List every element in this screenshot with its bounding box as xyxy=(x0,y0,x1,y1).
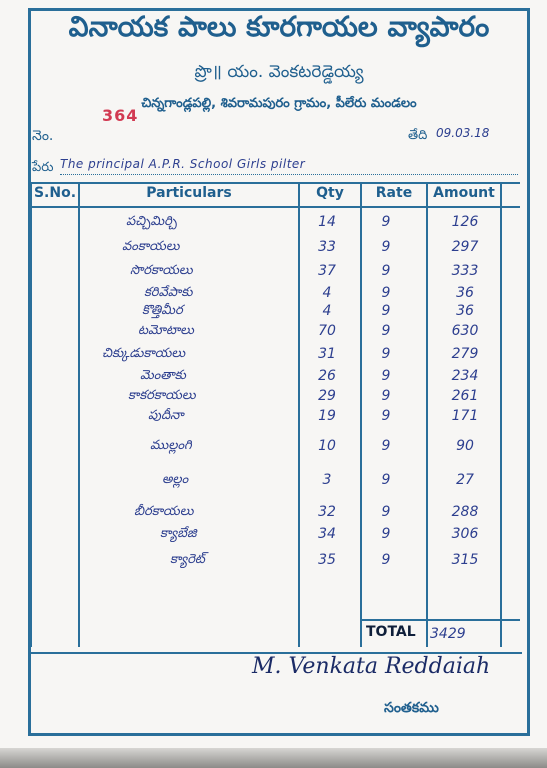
item-amount: 297 xyxy=(451,239,479,255)
item-particular: టమోటాలు xyxy=(138,323,194,338)
item-rate: 9 xyxy=(381,526,391,542)
item-rate: 9 xyxy=(381,285,391,301)
item-qty: 10 xyxy=(318,438,336,454)
item-particular: బీరకాయలు xyxy=(134,504,194,519)
col-divider xyxy=(30,182,32,647)
item-amount: 36 xyxy=(456,285,474,301)
item-particular: ముల్లంగి xyxy=(150,438,192,453)
date-label: తేది xyxy=(408,128,428,143)
item-qty: 35 xyxy=(318,552,336,568)
item-particular: పుదీనా xyxy=(148,408,184,423)
item-qty: 26 xyxy=(318,368,336,384)
item-rate: 9 xyxy=(381,214,391,230)
item-amount: 315 xyxy=(451,552,479,568)
col-divider xyxy=(298,182,300,647)
header-amount: Amount xyxy=(433,185,495,201)
item-particular: కరివేపాకు xyxy=(144,285,193,300)
name-dotted-line xyxy=(60,174,518,175)
item-amount: 279 xyxy=(451,346,479,362)
table-top-rule xyxy=(30,182,520,184)
customer-name-label: పేరు xyxy=(32,160,54,175)
table-header-rule xyxy=(30,206,520,208)
signature-label: సంతకము xyxy=(384,700,439,716)
item-qty: 34 xyxy=(318,526,336,542)
item-qty: 19 xyxy=(318,408,336,424)
item-particular: చిక్కుడుకాయలు xyxy=(102,346,186,361)
item-qty: 4 xyxy=(322,285,332,301)
header-sno: S.No. xyxy=(33,185,77,201)
total-label: TOTAL xyxy=(366,624,416,640)
shop-name: వినాయక పాలు కూరగాయల వ్యాపారం xyxy=(68,10,490,43)
item-rate: 9 xyxy=(381,346,391,362)
item-particular: పచ్చిమిర్చి xyxy=(126,214,177,229)
item-qty: 14 xyxy=(318,214,336,230)
item-rate: 9 xyxy=(381,438,391,454)
item-rate: 9 xyxy=(381,472,391,488)
total-value: 3429 xyxy=(430,626,466,642)
item-qty: 4 xyxy=(322,303,332,319)
item-particular: కాకరకాయలు xyxy=(128,388,196,403)
scan-shadow xyxy=(0,748,547,768)
item-particular: కొత్తిమీర xyxy=(142,303,183,318)
item-amount: 171 xyxy=(451,408,479,424)
item-particular: వంకాయలు xyxy=(122,239,180,254)
item-rate: 9 xyxy=(381,388,391,404)
item-qty: 70 xyxy=(318,323,336,339)
item-amount: 234 xyxy=(451,368,479,384)
item-particular: మెంతాకు xyxy=(140,368,186,383)
item-amount: 27 xyxy=(456,472,474,488)
item-rate: 9 xyxy=(381,239,391,255)
item-amount: 36 xyxy=(456,303,474,319)
total-rule xyxy=(360,619,520,621)
item-qty: 3 xyxy=(322,472,332,488)
col-divider xyxy=(78,182,80,647)
item-rate: 9 xyxy=(381,504,391,520)
item-qty: 33 xyxy=(318,239,336,255)
item-particular: అల్లం xyxy=(162,472,189,487)
item-rate: 9 xyxy=(381,303,391,319)
item-rate: 9 xyxy=(381,408,391,424)
item-rate: 9 xyxy=(381,552,391,568)
items-table xyxy=(30,182,520,647)
item-amount: 333 xyxy=(451,263,479,279)
item-amount: 288 xyxy=(451,504,479,520)
item-amount: 90 xyxy=(456,438,474,454)
item-qty: 32 xyxy=(318,504,336,520)
item-amount: 126 xyxy=(451,214,479,230)
bill-number: 364 xyxy=(102,106,139,125)
customer-name: The principal A.P.R. School Girls pilter xyxy=(60,157,306,171)
item-qty: 29 xyxy=(318,388,336,404)
item-rate: 9 xyxy=(381,323,391,339)
item-particular: సొరకాయలు xyxy=(130,263,193,278)
signature: M. Venkata Reddaiah xyxy=(252,654,491,679)
item-qty: 31 xyxy=(318,346,336,362)
item-amount: 261 xyxy=(451,388,479,404)
item-rate: 9 xyxy=(381,368,391,384)
header-qty: Qty xyxy=(316,185,344,201)
item-particular: క్యారెట్ xyxy=(170,552,205,567)
item-rate: 9 xyxy=(381,263,391,279)
col-divider xyxy=(500,182,502,647)
item-amount: 306 xyxy=(451,526,479,542)
proprietor-name: ప్రొ॥ యం. వెంకటరెడ్డెయ్య xyxy=(194,62,364,82)
item-qty: 37 xyxy=(318,263,336,279)
header-particulars: Particulars xyxy=(146,185,232,201)
header-rate: Rate xyxy=(375,185,413,201)
item-amount: 630 xyxy=(451,323,479,339)
col-divider xyxy=(426,182,428,647)
shop-address: చిన్నగాండ్లపల్లి, శివరామపురం గ్రామం, పీలేరు మండలం xyxy=(141,96,417,111)
col-divider xyxy=(360,182,362,647)
date-value: 09.03.18 xyxy=(436,126,490,140)
item-particular: క్యాబేజి xyxy=(160,526,197,541)
bill-number-label: నెం. xyxy=(32,128,54,144)
